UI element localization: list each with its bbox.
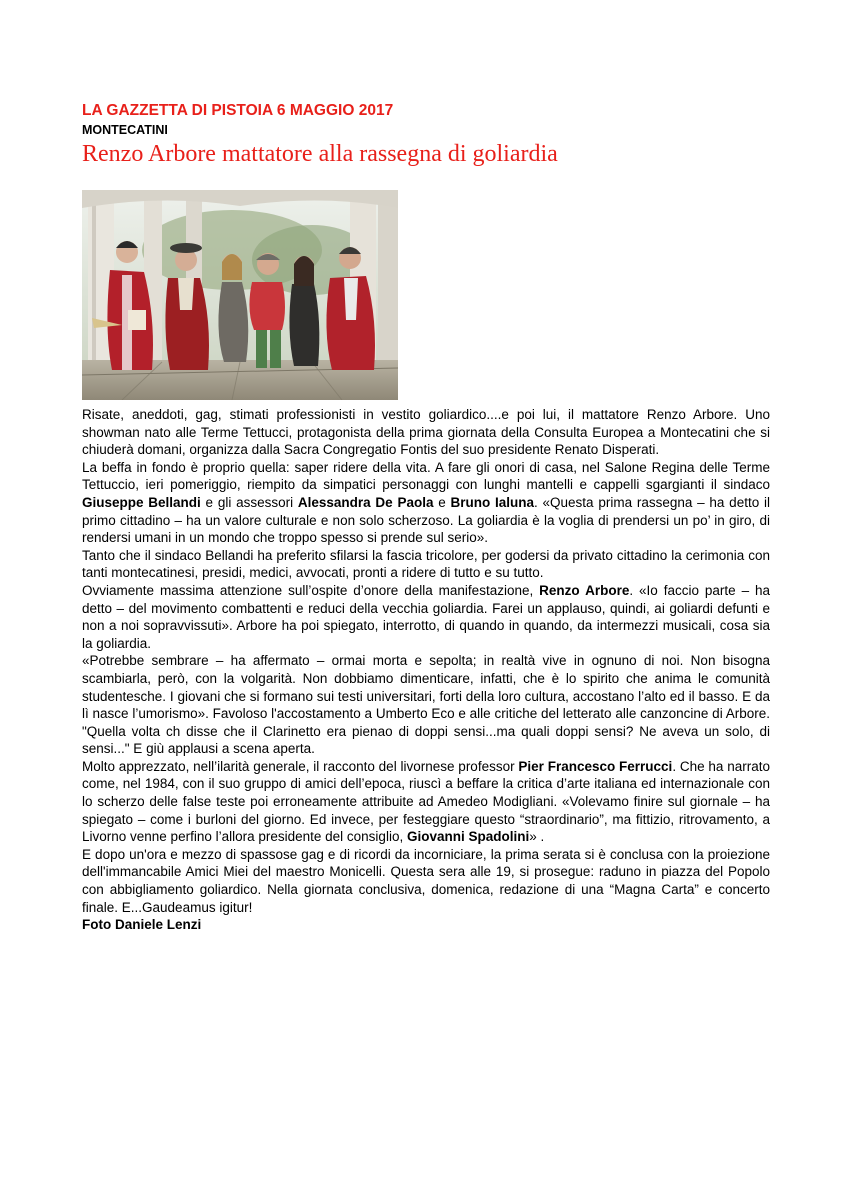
person-name: Giovanni Spadolini xyxy=(406,829,530,845)
article-paragraph-6 xyxy=(82,758,770,846)
article-paragraph-7: E dopo un'ora e mezzo di spassose gag e di ricordi da incorniciare, la prima serata si è conclusa con la proiezione dell'immancabile Amici Miei del maestro Monicelli. Questa sera alle 19, si prosegue: raduno in piazza del Popolo con abbigliamento goliardico. Nella giornata conclusiva, domenica, redazione di una “Magna Carta” e concerto finale. E...Gaudeamus igitur! xyxy=(82,846,770,915)
person-name: Renzo Arbore xyxy=(539,582,630,598)
article-paragraph-1: Risate, aneddoti, gag, stimati professionisti in vestito goliardico....e poi lui, il mattatore Renzo Arbore. Uno showman nato alle Terme Tettucci, protagonista della prima giornata della Consulta Europea a Montecatini che si chiuderà domani, organizza dalla Sacra Congregatio Fontis del suo presidente Renato Disperati. xyxy=(82,407,770,458)
article-paragraph-2 xyxy=(82,459,770,547)
section-label: MONTECATINI xyxy=(82,123,168,137)
text-run: e xyxy=(433,494,451,510)
person-name: Alessandra De Paola xyxy=(297,494,434,510)
text-run: La beffa in fondo è proprio quella: saper ridere della vita. A fare gli onori di casa, nel Salone Regina delle Terme Tettuccio, ieri pomeriggio, riempito da simpatici personaggi con lunghi mantelli e cappelli sgargianti il sindaco xyxy=(82,459,770,493)
newspaper-source: LA GAZZETTA DI PISTOIA 6 MAGGIO 2017 xyxy=(82,102,394,119)
text-run: . «Questa prima rassegna – ha detto il primo cittadino – ha un valore culturale e non solo scherzoso. La goliardia è la voglia di prendersi un po’ in giro, di rendersi umani in un mondo che troppo spesso si prende sul serio». xyxy=(82,494,770,546)
photo-illustration xyxy=(82,190,398,400)
article-paragraph-5: «Potrebbe sembrare – ha affermato – ormai morta e sepolta; in realtà vive in ognuno di noi. Non bisogna scambiarla, però, con la volgarità. Non dobbiamo dimenticare, infatti, che è lo spirito che anima le comunità studentesche. I giovani che si formano sui testi universitari, forti della loro cultura, accostano l’alto ed il basso. E da lì nasce l’umorismo». Favoloso l'accostamento a Umberto Eco e alle critiche del letterato alle canzoncine di Arbore. "Quella volta ch disse che il Clarinetto era pienao di doppi sensi...ma quali doppi sensi? Ne aveva un solo, di sensi..." E giù applausi a scena aperta. xyxy=(82,653,770,757)
article-body xyxy=(82,406,770,934)
text-run: Ovviamente massima attenzione sull’ospite d’onore della manifestazione, xyxy=(82,582,540,598)
article-photo xyxy=(82,190,398,400)
text-run: Molto apprezzato, nell’ilarità generale, il racconto del livornese professor xyxy=(82,758,519,774)
person-name: Pier Francesco Ferrucci xyxy=(518,758,673,774)
headline: Renzo Arbore mattatore alla rassegna di goliardia xyxy=(82,141,558,167)
text-run: e gli assessori xyxy=(200,494,298,510)
text-run: . Che ha narrato come, nel 1984, con il suo gruppo di amici dell’epoca, riuscì a beffare la critica d’arte italiana ed internazionale con lo scherzo delle false teste poi erroneamente attribuite ad Amedeo Modigliani. «Volevamo finire sul giornale – ha spiegato – come i burloni del giorno. Ed invece, per festeggiare questo “straordinario”, ma fittizio, ritrovamento, a Livorno venne perfino l’allora presidente del consiglio, xyxy=(82,758,771,845)
text-run: » . xyxy=(529,829,545,845)
text-run: . «Io faccio parte – ha detto – del movimento combattenti e reduci della vecchia goliardia. Farei un applauso, quindi, ai goliardi defunti e non a noi sopravvissuti». Arbore ha poi spiegato, interrotto, di quando in quando, da intermezzi musicali, cosa sia la goliardia. xyxy=(82,582,771,651)
article-paragraph-3: Tanto che il sindaco Bellandi ha preferito sfilarsi la fascia tricolore, per godersi da privato cittadino la cerimonia con tanti montecatinesi, presidi, medici, avvocati, pronti a ridere di tutto e su tutto. xyxy=(82,547,770,581)
article-paragraph-4 xyxy=(82,582,770,652)
person-name: Bruno Ialuna xyxy=(450,494,535,510)
photo-credit: Foto Daniele Lenzi xyxy=(82,917,202,933)
person-name: Giuseppe Bellandi xyxy=(82,494,201,510)
